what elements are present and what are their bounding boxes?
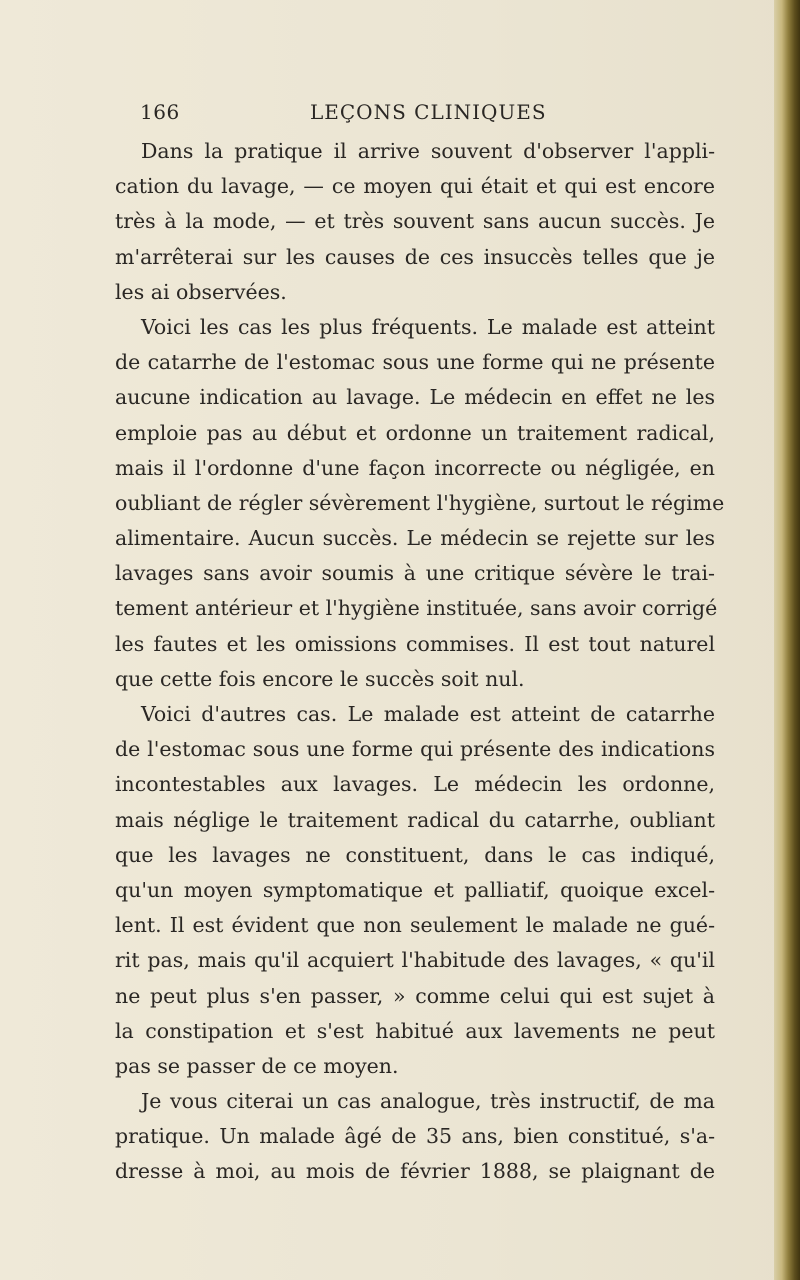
text-line: Voici d'autres cas. Le malade est atteint de catarrhe bbox=[141, 702, 715, 726]
text-line: de l'estomac sous une forme qui présente des indications bbox=[115, 737, 715, 762]
text-line: m'arrêterai sur les causes de ces insuccès telles que je bbox=[115, 244, 715, 269]
text-line: de catarrhe de l'estomac sous une forme qui ne présente bbox=[115, 350, 715, 375]
text-line: lavages sans avoir soumis à une critique sévère le trai- bbox=[115, 561, 715, 586]
text-line: Dans la pratique il arrive souvent d'observer l'appli- bbox=[141, 139, 715, 163]
text-line: emploie pas au début et ordonne un traitement radical, bbox=[115, 420, 715, 445]
text-line: Voici les cas les plus fréquents. Le malade est atteint bbox=[141, 314, 715, 339]
text-line: la constipation et s'est habitué aux lavements ne peut bbox=[115, 1018, 715, 1043]
text-line: rit pas, mais qu'il acquiert l'habitude des lavages, « qu'il bbox=[115, 948, 715, 973]
text-line: mais néglige le traitement radical du catarrhe, oubliant bbox=[115, 807, 715, 832]
page-edge bbox=[774, 0, 800, 1280]
text-line: que les lavages ne constituent, dans le cas indiqué, bbox=[115, 842, 715, 867]
text-line: dresse à moi, au mois de février 1888, se plaignant de bbox=[115, 1159, 715, 1184]
text-line: Je vous citerai un cas analogue, très instructif, de ma bbox=[141, 1089, 715, 1114]
page-number: 166 bbox=[140, 100, 180, 124]
text-line: tement antérieur et l'hygiène instituée, sans avoir corrigé bbox=[115, 596, 718, 621]
text-line: que cette fois encore le succès soit nul. bbox=[115, 666, 525, 691]
text-line: pratique. Un malade âgé de 35 ans, bien constitué, s'a- bbox=[115, 1124, 715, 1149]
body-text bbox=[115, 134, 725, 1190]
text-line: pas se passer de ce moyen. bbox=[115, 1053, 399, 1078]
text-line: lent. Il est évident que non seulement le malade ne gué- bbox=[115, 913, 715, 938]
text-line: aucune indication au lavage. Le médecin en effet ne les bbox=[115, 385, 715, 410]
text-line: oubliant de régler sévèrement l'hygiène, surtout le régime bbox=[115, 490, 725, 515]
text-line: ne peut plus s'en passer, » comme celui qui est sujet à bbox=[115, 983, 715, 1008]
text-line: mais il l'ordonne d'une façon incorrecte ou négligée, en bbox=[115, 455, 715, 480]
text-line: qu'un moyen symptomatique et palliatif, quoique excel- bbox=[115, 877, 715, 902]
text-line: les fautes et les omissions commises. Il est tout naturel bbox=[115, 631, 715, 656]
text-line: cation du lavage, — ce moyen qui était et qui est encore bbox=[115, 174, 715, 199]
text-line: alimentaire. Aucun succès. Le médecin se rejette sur les bbox=[115, 526, 715, 551]
text-line: les ai observées. bbox=[115, 279, 287, 304]
page-header bbox=[140, 100, 700, 134]
text-line: incontestables aux lavages. Le médecin les ordonne, bbox=[115, 772, 715, 797]
running-title: LEÇONS CLINIQUES bbox=[310, 100, 547, 124]
text-line: très à la mode, — et très souvent sans aucun succès. Je bbox=[115, 209, 715, 234]
